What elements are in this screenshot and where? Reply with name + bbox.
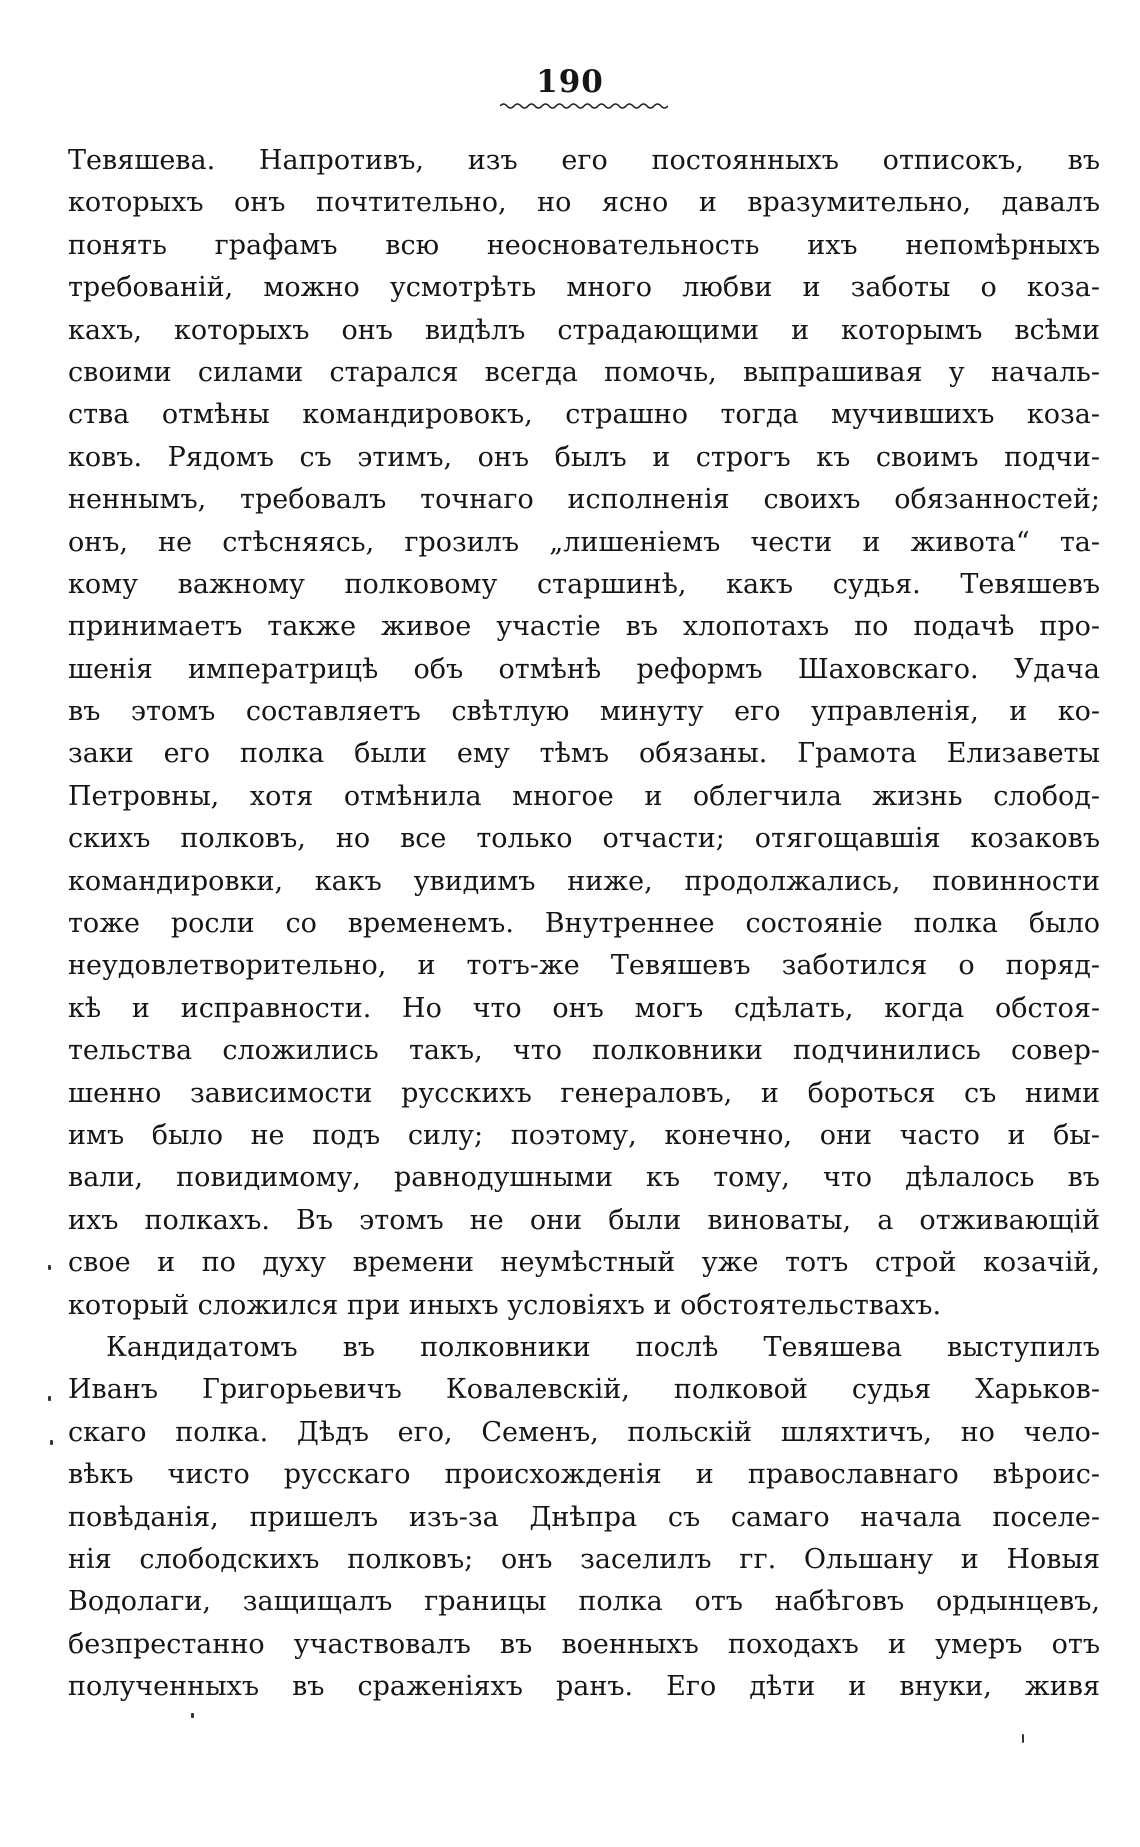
text-line: Петровны, хотя отмѣнила многое и облегчила жизнь слобод-	[68, 780, 1100, 812]
text-line: которыхъ онъ почтительно, но ясно и вразумительно, давалъ	[68, 187, 1100, 219]
print-speck	[191, 1713, 194, 1718]
text-line: командировки, какъ увидимъ ниже, продолжались, повинности	[68, 865, 1100, 897]
text-line: вѣкъ чисто русскаго происхожденія и православнаго вѣроис-	[68, 1459, 1100, 1491]
text-line: полученныхъ въ сраженіяхъ ранъ. Его дѣти и внуки, живя	[68, 1671, 1100, 1703]
text-line: ства отмѣны командировокъ, страшно тогда мучившихъ коза-	[68, 399, 1100, 431]
print-speck	[48, 1265, 51, 1270]
text-line: ихъ полкахъ. Въ этомъ не они были виноваты, а отживающій	[68, 1204, 1100, 1236]
text-line: кѣ и исправности. Но что онъ могъ сдѣлать, когда обстоя-	[68, 992, 1100, 1024]
paragraph	[68, 1327, 1100, 1709]
text-line: свое и по духу времени неумѣстный уже тотъ строй козачій,	[68, 1247, 1100, 1279]
page-number: 190	[536, 64, 604, 100]
text-line: онъ, не стѣсняясь, грозилъ „лишеніемъ чести и живота“ та-	[68, 526, 1100, 558]
text-line: въ этомъ составляетъ свѣтлую минуту его управленія, и ко-	[68, 696, 1100, 728]
print-speck	[48, 1396, 51, 1401]
text-line: требованій, можно усмотрѣть много любви и заботы о коза-	[68, 272, 1100, 304]
body-text	[68, 140, 1100, 1708]
paragraph	[68, 140, 1100, 1327]
text-line: принимаетъ также живое участіе въ хлопотахъ по подачѣ про-	[68, 611, 1100, 643]
text-line: который сложился при иныхъ условіяхъ и обстоятельствахъ.	[68, 1289, 942, 1321]
text-line: своими силами старался всегда помочь, выпрашивая у началь-	[68, 356, 1100, 388]
text-line: понять графамъ всю неосновательность ихъ непомѣрныхъ	[68, 229, 1100, 261]
text-line: повѣданія, пришелъ изъ-за Днѣпра съ самаго начала поселе-	[68, 1501, 1100, 1533]
text-line: Тевяшева. Напротивъ, изъ его постоянныхъ отписокъ, въ	[68, 145, 1100, 176]
text-line: тельства сложились такъ, что полковники подчинились совер-	[68, 1035, 1100, 1067]
text-line: шенно зависимости русскихъ генераловъ, и бороться съ ними	[68, 1077, 1100, 1109]
text-line: безпрестанно участвовалъ въ военныхъ походахъ и умеръ отъ	[68, 1628, 1100, 1660]
text-line: заки его полка были ему тѣмъ обязаны. Грамота Елизаветы	[68, 738, 1100, 770]
text-line: скаго полка. Дѣдъ его, Семенъ, польскій шляхтичъ, но чело-	[68, 1416, 1100, 1448]
print-speck	[50, 1440, 53, 1445]
text-line: имъ было не подъ силу; поэтому, конечно, они часто и бы-	[68, 1119, 1100, 1151]
text-line: Кандидатомъ въ полковники послѣ Тевяшева выступилъ	[106, 1331, 1100, 1363]
text-line: скихъ полковъ, но все только отчасти; отягощавшія козаковъ	[68, 823, 1100, 855]
text-line: неннымъ, требовалъ точнаго исполненія своихъ обязанностей;	[68, 484, 1100, 516]
text-line: шенія императрицѣ объ отмѣнѣ реформъ Шаховскаго. Удача	[68, 653, 1100, 685]
text-line: тоже росли со временемъ. Внутреннее состояніе полка было	[68, 908, 1100, 940]
print-speck	[1022, 1734, 1024, 1743]
text-line: кахъ, которыхъ онъ видѣлъ страдающими и которымъ всѣми	[68, 314, 1100, 346]
text-line: Иванъ Григорьевичъ Ковалевскій, полковой судья Харьков-	[68, 1374, 1100, 1406]
wavy-rule-ornament	[500, 102, 668, 110]
text-line: Водолаги, защищалъ границы полка отъ набѣговъ ордынцевъ,	[68, 1586, 1100, 1618]
text-line: кому важному полковому старшинѣ, какъ судья. Тевяшевъ	[68, 568, 1100, 600]
text-line: вали, повидимому, равнодушными къ тому, что дѣлалось въ	[68, 1162, 1100, 1194]
text-line: ковъ. Рядомъ съ этимъ, онъ былъ и строгъ къ своимъ подчи-	[68, 441, 1100, 473]
text-line: нія слободскихъ полковъ; онъ заселилъ гг. Ольшану и Новыя	[68, 1543, 1100, 1575]
text-line: неудовлетворительно, и тотъ-же Тевяшевъ заботился о поряд-	[68, 950, 1100, 982]
